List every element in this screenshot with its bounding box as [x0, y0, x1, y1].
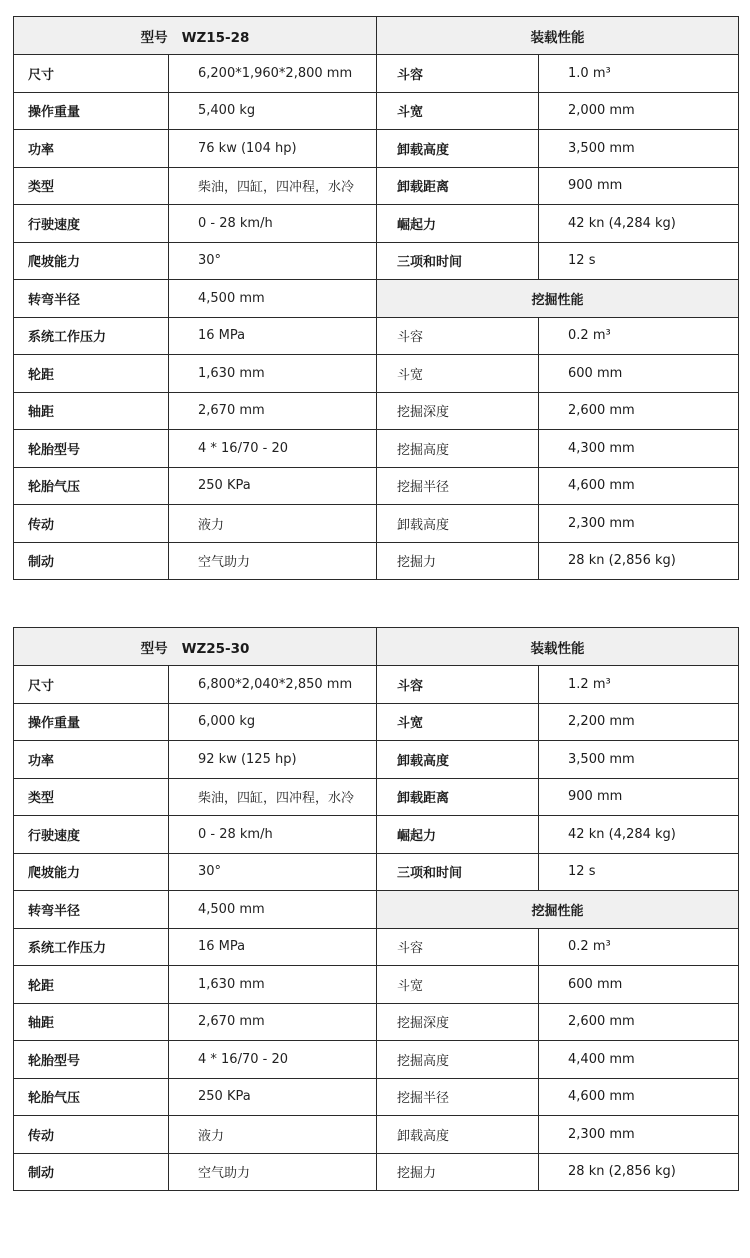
loading-label: 斗宽 [377, 703, 539, 741]
digging-label: 挖掘深度 [377, 392, 539, 430]
spec-label: 功率 [14, 130, 169, 168]
model-name: WZ15-28 [181, 29, 250, 46]
spec-label: 传动 [14, 505, 169, 543]
spec-label: 类型 [14, 167, 169, 205]
digging-label: 挖掘力 [377, 542, 539, 580]
spec-value: 4,500 mm [169, 280, 377, 318]
model-header [14, 628, 377, 666]
table-row [14, 741, 739, 779]
spec-label: 行驶速度 [14, 816, 169, 854]
spec-value: 16 MPa [169, 928, 377, 966]
table-row [14, 467, 739, 505]
spec-label: 轮胎型号 [14, 430, 169, 468]
spec-label: 制动 [14, 542, 169, 580]
spec-value: 6,800*2,040*2,850 mm [169, 666, 377, 704]
spec-label: 系统工作压力 [14, 317, 169, 355]
table-row [14, 1153, 739, 1191]
loading-label: 斗容 [377, 666, 539, 704]
spec-value: 250 KPa [169, 467, 377, 505]
digging-value: 600 mm [539, 966, 739, 1004]
spec-label: 转弯半径 [14, 280, 169, 318]
table-row [14, 55, 739, 93]
spec-value: 液力 [169, 1116, 377, 1154]
spec-value: 30° [169, 242, 377, 280]
digging-value: 2,300 mm [539, 1116, 739, 1154]
table-row [14, 666, 739, 704]
spec-label: 转弯半径 [14, 891, 169, 929]
spec-value: 4 * 16/70 - 20 [169, 430, 377, 468]
digging-section-title: 挖掘性能 [377, 280, 739, 318]
table-row [14, 542, 739, 580]
table-row [14, 280, 739, 318]
model-label: 型号 [140, 29, 168, 46]
table-row [14, 1078, 739, 1116]
spec-value: 250 KPa [169, 1078, 377, 1116]
digging-value: 600 mm [539, 355, 739, 393]
loading-label: 三项和时间 [377, 853, 539, 891]
loading-label: 卸载高度 [377, 130, 539, 168]
table-row [14, 92, 739, 130]
loading-label: 崛起力 [377, 205, 539, 243]
digging-value: 4,600 mm [539, 1078, 739, 1116]
spec-label: 尺寸 [14, 666, 169, 704]
loading-value: 2,200 mm [539, 703, 739, 741]
loading-label: 斗宽 [377, 92, 539, 130]
spec-label: 制动 [14, 1153, 169, 1191]
spec-value: 30° [169, 853, 377, 891]
digging-label: 斗容 [377, 928, 539, 966]
loading-label: 三项和时间 [377, 242, 539, 280]
model-label: 型号 [140, 640, 168, 657]
spec-value: 76 kw (104 hp) [169, 130, 377, 168]
table-row [14, 1003, 739, 1041]
digging-value: 4,400 mm [539, 1041, 739, 1079]
digging-value: 0.2 m³ [539, 928, 739, 966]
digging-value: 2,600 mm [539, 392, 739, 430]
model-name: WZ25-30 [181, 640, 250, 657]
table-row [14, 928, 739, 966]
digging-label: 挖掘力 [377, 1153, 539, 1191]
spec-label: 轮胎气压 [14, 1078, 169, 1116]
digging-value: 2,300 mm [539, 505, 739, 543]
loading-label: 卸载距离 [377, 778, 539, 816]
spec-value: 6,000 kg [169, 703, 377, 741]
loading-value: 1.2 m³ [539, 666, 739, 704]
loading-label: 卸载高度 [377, 741, 539, 779]
spec-value: 2,670 mm [169, 1003, 377, 1041]
spec-value: 5,400 kg [169, 92, 377, 130]
spec-label: 轮胎型号 [14, 1041, 169, 1079]
digging-label: 挖掘深度 [377, 1003, 539, 1041]
spec-label: 系统工作压力 [14, 928, 169, 966]
loading-value: 42 kn (4,284 kg) [539, 205, 739, 243]
table-row [14, 130, 739, 168]
digging-label: 斗容 [377, 317, 539, 355]
loading-value: 12 s [539, 853, 739, 891]
spec-label: 操作重量 [14, 703, 169, 741]
spec-value: 空气助力 [169, 1153, 377, 1191]
digging-label: 挖掘高度 [377, 1041, 539, 1079]
table-row [14, 816, 739, 854]
spec-table-2 [13, 627, 739, 1191]
digging-label: 挖掘半径 [377, 1078, 539, 1116]
spec-label: 类型 [14, 778, 169, 816]
spec-table-1 [13, 16, 739, 580]
digging-value: 0.2 m³ [539, 317, 739, 355]
loading-value: 1.0 m³ [539, 55, 739, 93]
spec-label: 轮胎气压 [14, 467, 169, 505]
loading-value: 900 mm [539, 778, 739, 816]
digging-label: 卸载高度 [377, 1116, 539, 1154]
spec-label: 轴距 [14, 1003, 169, 1041]
spec-label: 行驶速度 [14, 205, 169, 243]
loading-value: 3,500 mm [539, 130, 739, 168]
digging-label: 挖掘高度 [377, 430, 539, 468]
spec-value: 0 - 28 km/h [169, 205, 377, 243]
spec-value: 0 - 28 km/h [169, 816, 377, 854]
loading-label: 卸载距离 [377, 167, 539, 205]
spec-label: 操作重量 [14, 92, 169, 130]
digging-value: 28 kn (2,856 kg) [539, 1153, 739, 1191]
table-row [14, 242, 739, 280]
spec-label: 传动 [14, 1116, 169, 1154]
spec-value: 空气助力 [169, 542, 377, 580]
spec-value: 92 kw (125 hp) [169, 741, 377, 779]
table-row [14, 891, 739, 929]
spec-value: 1,630 mm [169, 966, 377, 1004]
spec-value: 液力 [169, 505, 377, 543]
spec-label: 轮距 [14, 966, 169, 1004]
spec-value: 4 * 16/70 - 20 [169, 1041, 377, 1079]
digging-label: 斗宽 [377, 966, 539, 1004]
table-row [14, 392, 739, 430]
digging-value: 4,300 mm [539, 430, 739, 468]
spec-label: 轮距 [14, 355, 169, 393]
table-row [14, 1116, 739, 1154]
loading-value: 12 s [539, 242, 739, 280]
table-row [14, 1041, 739, 1079]
table-header-row [14, 628, 739, 666]
model-header [14, 17, 377, 55]
spec-label: 功率 [14, 741, 169, 779]
loading-section-title: 装载性能 [377, 628, 739, 666]
loading-value: 2,000 mm [539, 92, 739, 130]
spec-value: 柴油，四缸，四冲程，水冷 [169, 167, 377, 205]
spec-value: 6,200*1,960*2,800 mm [169, 55, 377, 93]
table-row [14, 703, 739, 741]
table-row [14, 778, 739, 816]
spec-value: 柴油，四缸，四冲程，水冷 [169, 778, 377, 816]
table-row [14, 853, 739, 891]
spec-value: 1,630 mm [169, 355, 377, 393]
table-row [14, 430, 739, 468]
table-row [14, 205, 739, 243]
digging-label: 卸载高度 [377, 505, 539, 543]
table-row [14, 167, 739, 205]
loading-value: 42 kn (4,284 kg) [539, 816, 739, 854]
table-row [14, 355, 739, 393]
spec-label: 轴距 [14, 392, 169, 430]
digging-section-title: 挖掘性能 [377, 891, 739, 929]
loading-label: 崛起力 [377, 816, 539, 854]
loading-label: 斗容 [377, 55, 539, 93]
loading-section-title: 装载性能 [377, 17, 739, 55]
spec-label: 尺寸 [14, 55, 169, 93]
spec-label: 爬坡能力 [14, 242, 169, 280]
spec-value: 16 MPa [169, 317, 377, 355]
table-row [14, 966, 739, 1004]
digging-label: 挖掘半径 [377, 467, 539, 505]
spec-value: 4,500 mm [169, 891, 377, 929]
loading-value: 3,500 mm [539, 741, 739, 779]
table-header-row [14, 17, 739, 55]
table-row [14, 505, 739, 543]
spec-label: 爬坡能力 [14, 853, 169, 891]
digging-value: 28 kn (2,856 kg) [539, 542, 739, 580]
digging-value: 2,600 mm [539, 1003, 739, 1041]
digging-label: 斗宽 [377, 355, 539, 393]
digging-value: 4,600 mm [539, 467, 739, 505]
loading-value: 900 mm [539, 167, 739, 205]
table-row [14, 317, 739, 355]
spec-value: 2,670 mm [169, 392, 377, 430]
